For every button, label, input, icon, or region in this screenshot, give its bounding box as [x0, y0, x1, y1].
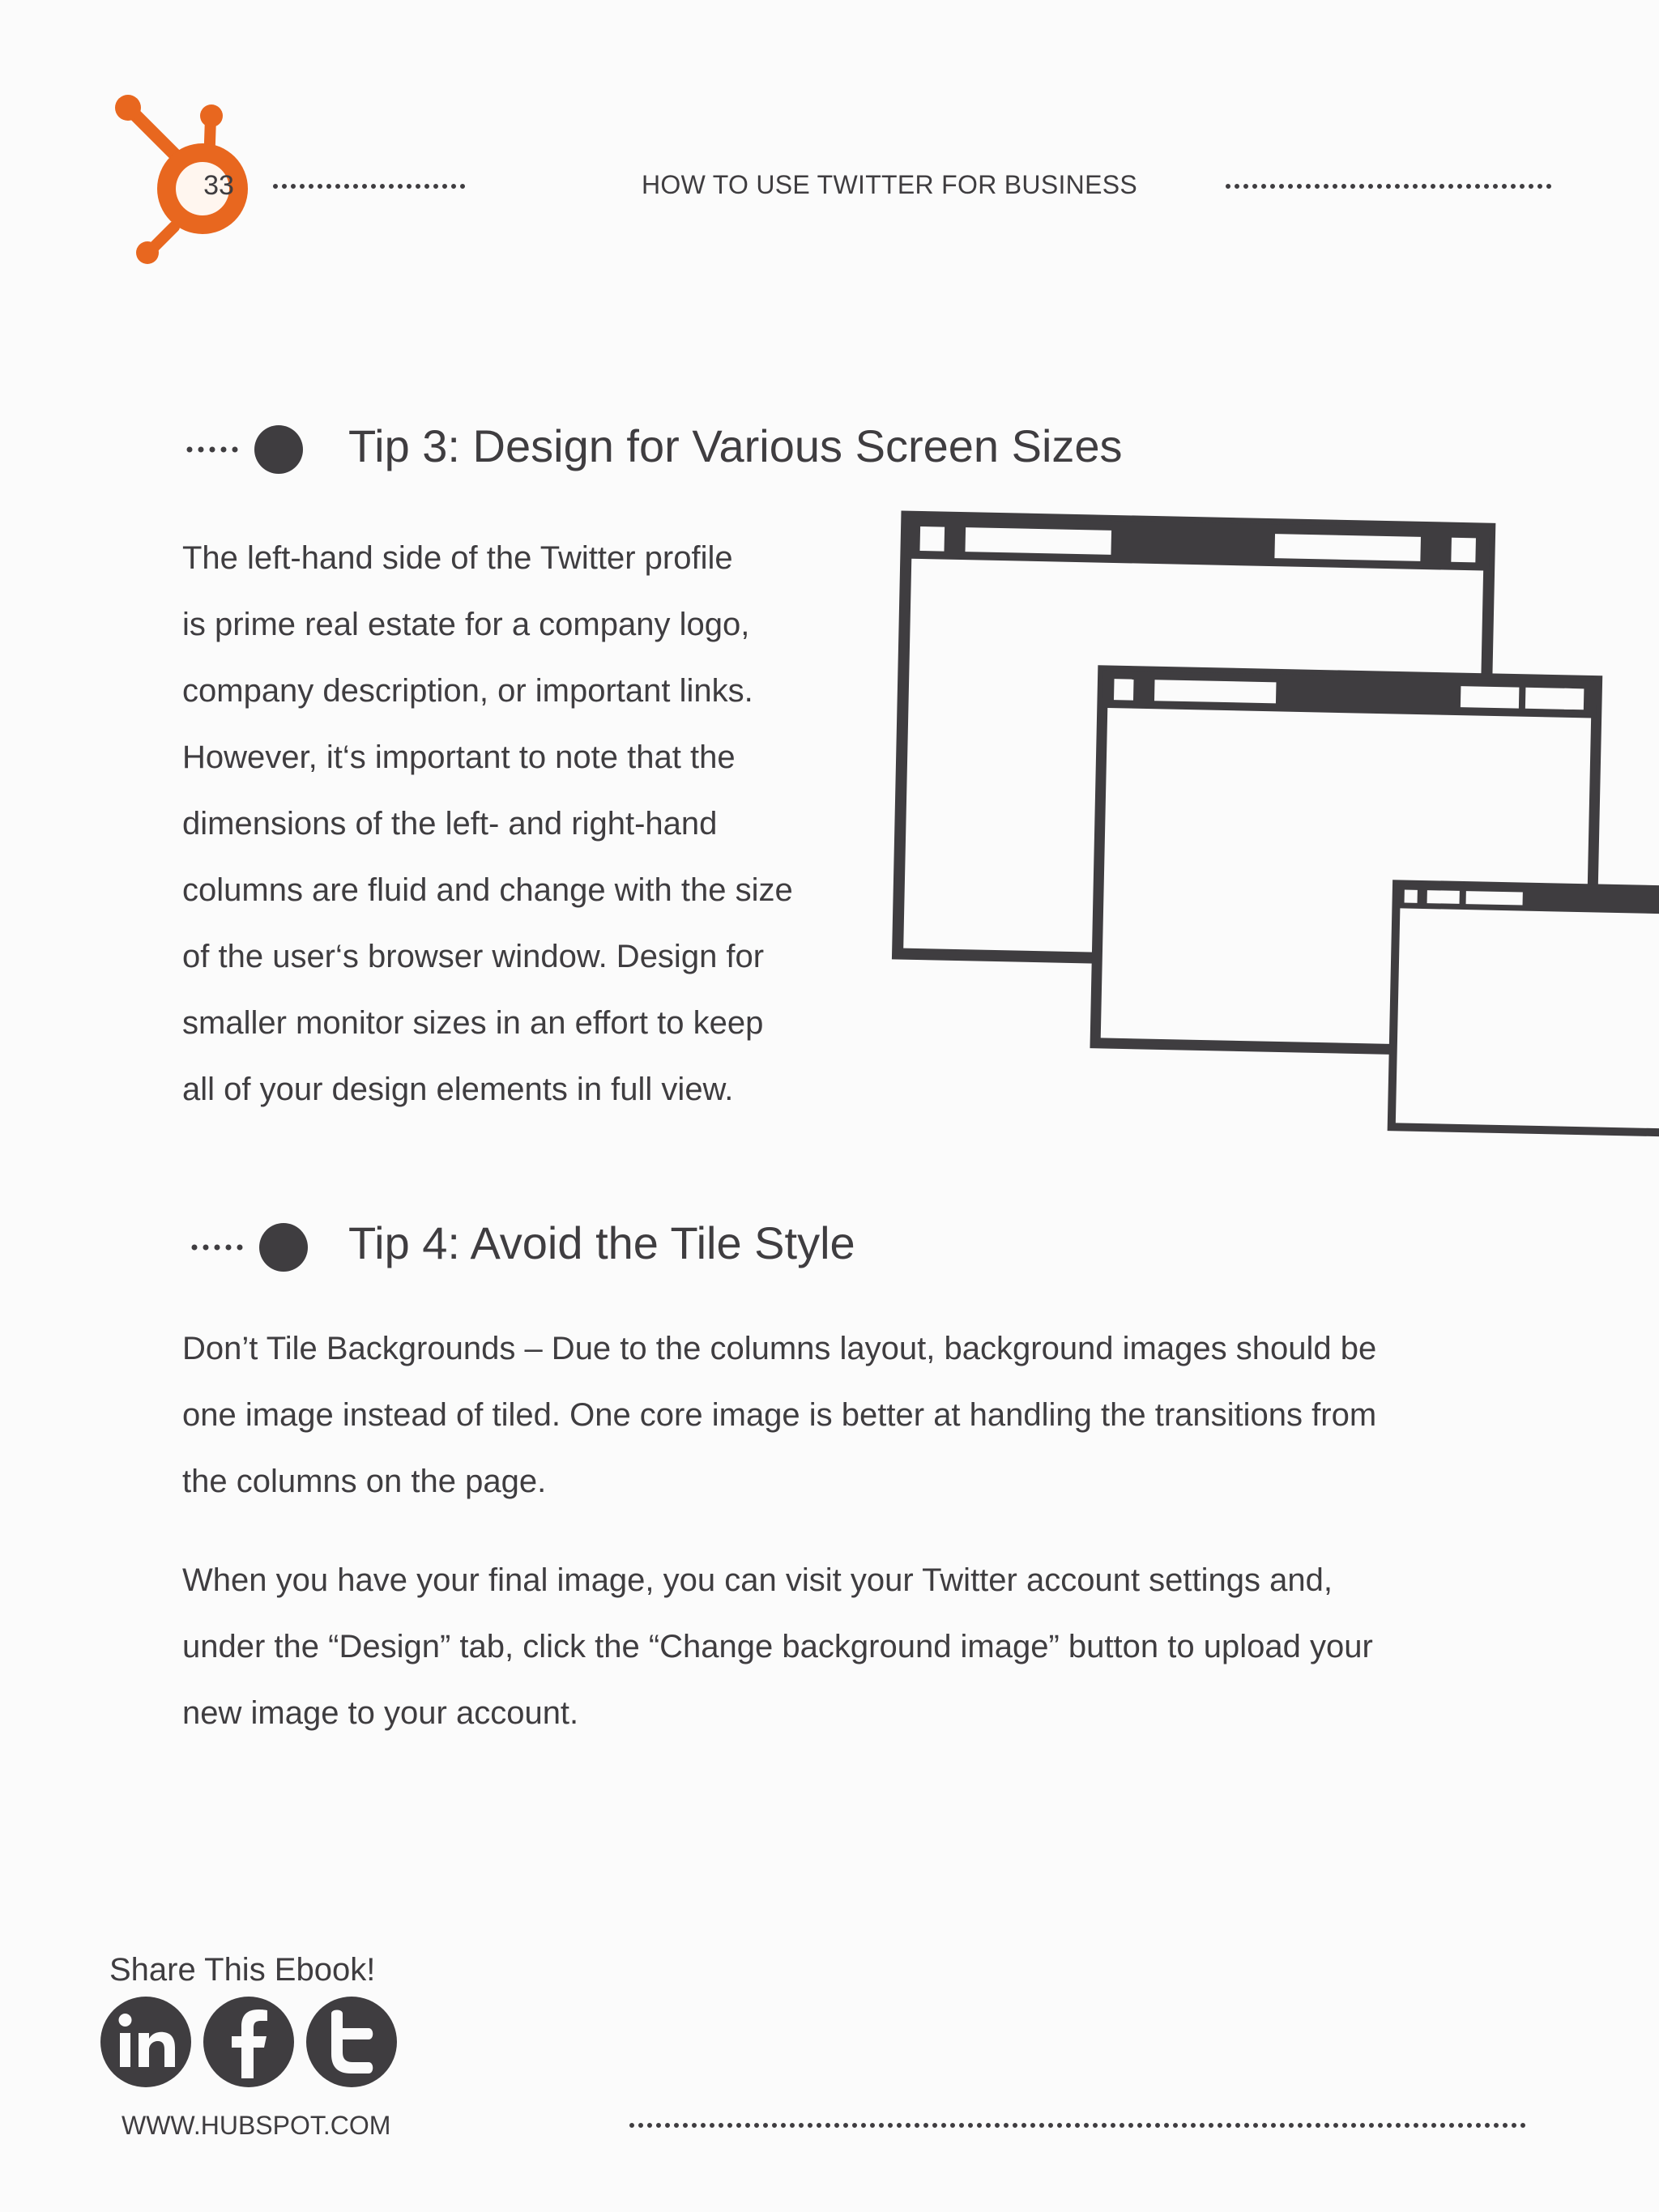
- footer-dotted-rule: [629, 2122, 1531, 2129]
- header-dotted-rule-right: [1225, 183, 1555, 190]
- tip3-line: is prime real estate for a company logo,: [182, 607, 750, 642]
- tip3-bullet-icon: [183, 421, 305, 478]
- running-title: HOW TO USE TWITTER FOR BUSINESS: [642, 170, 1138, 199]
- tip4-body: [182, 1315, 1511, 1779]
- tip4-line: one image instead of tiled. One core image is better at handling the transitions from: [182, 1397, 1377, 1433]
- tip3-line: all of your design elements in full view.: [182, 1072, 734, 1107]
- tip3-line: dimensions of the left- and right-hand: [182, 806, 718, 842]
- header-dotted-rule-left: [272, 183, 475, 190]
- tip4-line: When you have your final image, you can visit your Twitter account settings and,: [182, 1562, 1333, 1598]
- tip3-line: columns are fluid and change with the size: [182, 872, 793, 908]
- tip4-line: new image to your account.: [182, 1695, 579, 1731]
- page-number: 33: [203, 170, 234, 201]
- share-label: Share This Ebook!: [109, 1952, 376, 1988]
- tip3-line: However, it‘s important to note that the: [182, 739, 736, 775]
- tip3-line: The left-hand side of the Twitter profile: [182, 540, 733, 576]
- twitter-icon[interactable]: [304, 1994, 399, 2090]
- tip3-line: smaller monitor sizes in an effort to keep: [182, 1005, 764, 1041]
- tip4-line: under the “Design” tab, click the “Change background image” button to upload your: [182, 1629, 1373, 1664]
- tip4-line: the columns on the page.: [182, 1464, 547, 1499]
- footer-url[interactable]: WWW.HUBSPOT.COM: [122, 2111, 391, 2140]
- tip4-heading: Tip 4: Avoid the Tile Style: [348, 1217, 855, 1268]
- tip4-paragraph: [182, 1547, 1511, 1746]
- facebook-icon[interactable]: [201, 1994, 296, 2090]
- tip3-body: [182, 525, 855, 1123]
- tip3-heading: Tip 3: Design for Various Screen Sizes: [348, 420, 1123, 471]
- tip4-paragraph: [182, 1315, 1511, 1515]
- linkedin-icon[interactable]: [98, 1994, 194, 2090]
- browser-windows-icon: [891, 510, 1659, 1142]
- tip3-line: of the user‘s browser window. Design for: [182, 939, 765, 974]
- tip4-bullet-icon: [188, 1219, 309, 1276]
- tip4-line: Don’t Tile Backgrounds – Due to the columns layout, background images should be: [182, 1331, 1377, 1366]
- tip3-line: company description, or important links.: [182, 673, 753, 709]
